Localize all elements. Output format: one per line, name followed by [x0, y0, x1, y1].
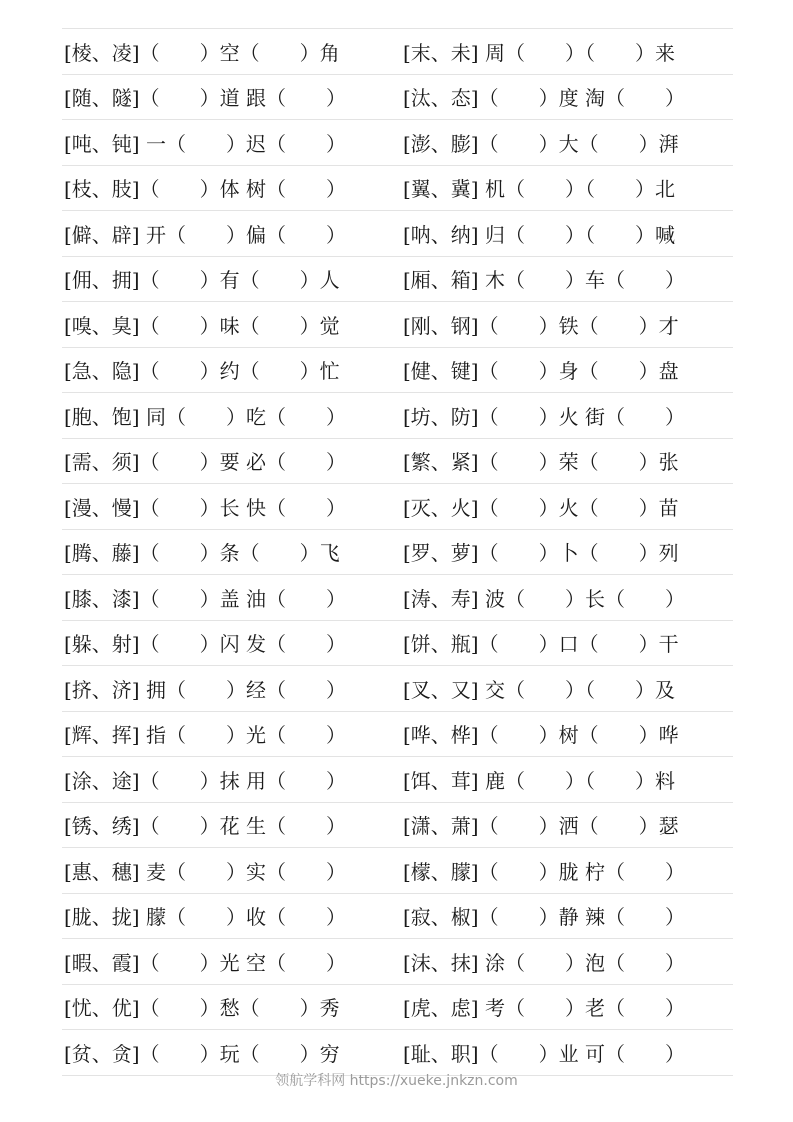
exercise-right: [翼、冀] 机（ ）（ ）北 — [402, 177, 675, 202]
exercise-right: [厢、箱] 木（ ）车（ ） — [402, 268, 685, 293]
exercise-right: [饵、茸] 鹿（ ）（ ）料 — [402, 768, 675, 793]
exercise-left: [涂、途]（ ）抹 用（ ） — [64, 768, 346, 793]
exercise-left: [漫、慢]（ ）长 快（ ） — [64, 495, 346, 520]
exercise-right: [檬、朦]（ ）胧 柠（ ） — [402, 859, 685, 884]
exercise-left: [僻、辟] 开（ ）偏（ ） — [64, 222, 346, 247]
exercise-right: [罗、萝]（ ）卜（ ）列 — [402, 541, 679, 566]
exercise-left: [急、隐]（ ）约（ ）忙 — [64, 359, 340, 384]
exercise-left: [贫、贪]（ ）玩（ ）穷 — [64, 1041, 340, 1066]
table-row — [62, 1030, 733, 1076]
table-row — [62, 484, 733, 530]
table-row — [62, 803, 733, 849]
exercise-left: [惠、穗] 麦（ ）实（ ） — [64, 859, 346, 884]
exercise-right: [哗、桦]（ ）树（ ）哗 — [402, 723, 679, 748]
exercise-left: [嗅、臭]（ ）味（ ）觉 — [64, 313, 340, 338]
exercise-right: [坊、防]（ ）火 街（ ） — [402, 404, 685, 429]
exercise-right: [繁、紧]（ ）荣（ ）张 — [402, 450, 679, 475]
table-row — [62, 75, 733, 121]
exercise-right: [汰、态]（ ）度 淘（ ） — [402, 86, 685, 111]
exercise-right: [健、键]（ ）身（ ）盘 — [402, 359, 679, 384]
table-row — [62, 120, 733, 166]
exercise-left: [挤、济] 拥（ ）经（ ） — [64, 677, 346, 702]
exercise-left: [锈、绣]（ ）花 生（ ） — [64, 814, 346, 839]
table-row — [62, 848, 733, 894]
exercise-right: [沫、抹] 涂（ ）泡（ ） — [402, 950, 685, 975]
exercise-left: [躲、射]（ ）闪 发（ ） — [64, 632, 346, 657]
table-row — [62, 29, 733, 75]
exercise-left: [棱、凌]（ ）空（ ）角 — [64, 40, 340, 65]
exercise-right: [澎、膨]（ ）大（ ）湃 — [402, 131, 679, 156]
table-row — [62, 712, 733, 758]
table-row — [62, 666, 733, 712]
exercise-right: [呐、纳] 归（ ）（ ）喊 — [402, 222, 675, 247]
exercise-right: [灭、火]（ ）火（ ）苗 — [402, 495, 679, 520]
table-row — [62, 211, 733, 257]
exercise-right: [寂、椒]（ ）静 辣（ ） — [402, 905, 685, 930]
table-row — [62, 939, 733, 985]
table-row — [62, 757, 733, 803]
exercise-left: [忧、优]（ ）愁（ ）秀 — [64, 996, 340, 1021]
exercise-left: [膝、漆]（ ）盖 油（ ） — [64, 586, 346, 611]
table-row — [62, 348, 733, 394]
table-row — [62, 985, 733, 1031]
exercise-right: [虎、虑] 考（ ）老（ ） — [402, 996, 685, 1021]
exercise-left: [随、隧]（ ）道 跟（ ） — [64, 86, 346, 111]
exercise-left: [胞、饱] 同（ ）吃（ ） — [64, 404, 346, 429]
table-row — [62, 530, 733, 576]
exercise-left: [佣、拥]（ ）有（ ）人 — [64, 268, 340, 293]
table-row — [62, 575, 733, 621]
table-row — [62, 439, 733, 485]
exercise-right: [饼、瓶]（ ）口（ ）干 — [402, 632, 679, 657]
exercise-left: [需、须]（ ）要 必（ ） — [64, 450, 346, 475]
table-row — [62, 257, 733, 303]
exercise-right: [耻、职]（ ）业 可（ ） — [402, 1041, 685, 1066]
exercise-left: [吨、钝] 一（ ）迟（ ） — [64, 131, 346, 156]
exercise-left: [辉、挥] 指（ ）光（ ） — [64, 723, 346, 748]
exercise-left: [暇、霞]（ ）光 空（ ） — [64, 950, 346, 975]
exercise-right: [末、未] 周（ ）（ ）来 — [402, 40, 675, 65]
table-row — [62, 166, 733, 212]
exercise-left: [胧、拢] 朦（ ）收（ ） — [64, 905, 346, 930]
table-row — [62, 393, 733, 439]
exercise-right: [涛、寿] 波（ ）长（ ） — [402, 586, 685, 611]
exercise-right: [潇、萧]（ ）洒（ ）瑟 — [402, 814, 679, 839]
exercise-right: [刚、钢]（ ）铁（ ）才 — [402, 313, 679, 338]
exercise-left: [腾、藤]（ ）条（ ）飞 — [64, 541, 340, 566]
exercise-right: [叉、又] 交（ ）（ ）及 — [402, 677, 675, 702]
table-row — [62, 302, 733, 348]
word-pair-table — [62, 28, 733, 1076]
table-row — [62, 894, 733, 940]
watermark: 领航学科网 https://xueke.jnkzn.com — [275, 1073, 518, 1089]
table-row — [62, 621, 733, 667]
exercise-left: [枝、肢]（ ）体 树（ ） — [64, 177, 346, 202]
